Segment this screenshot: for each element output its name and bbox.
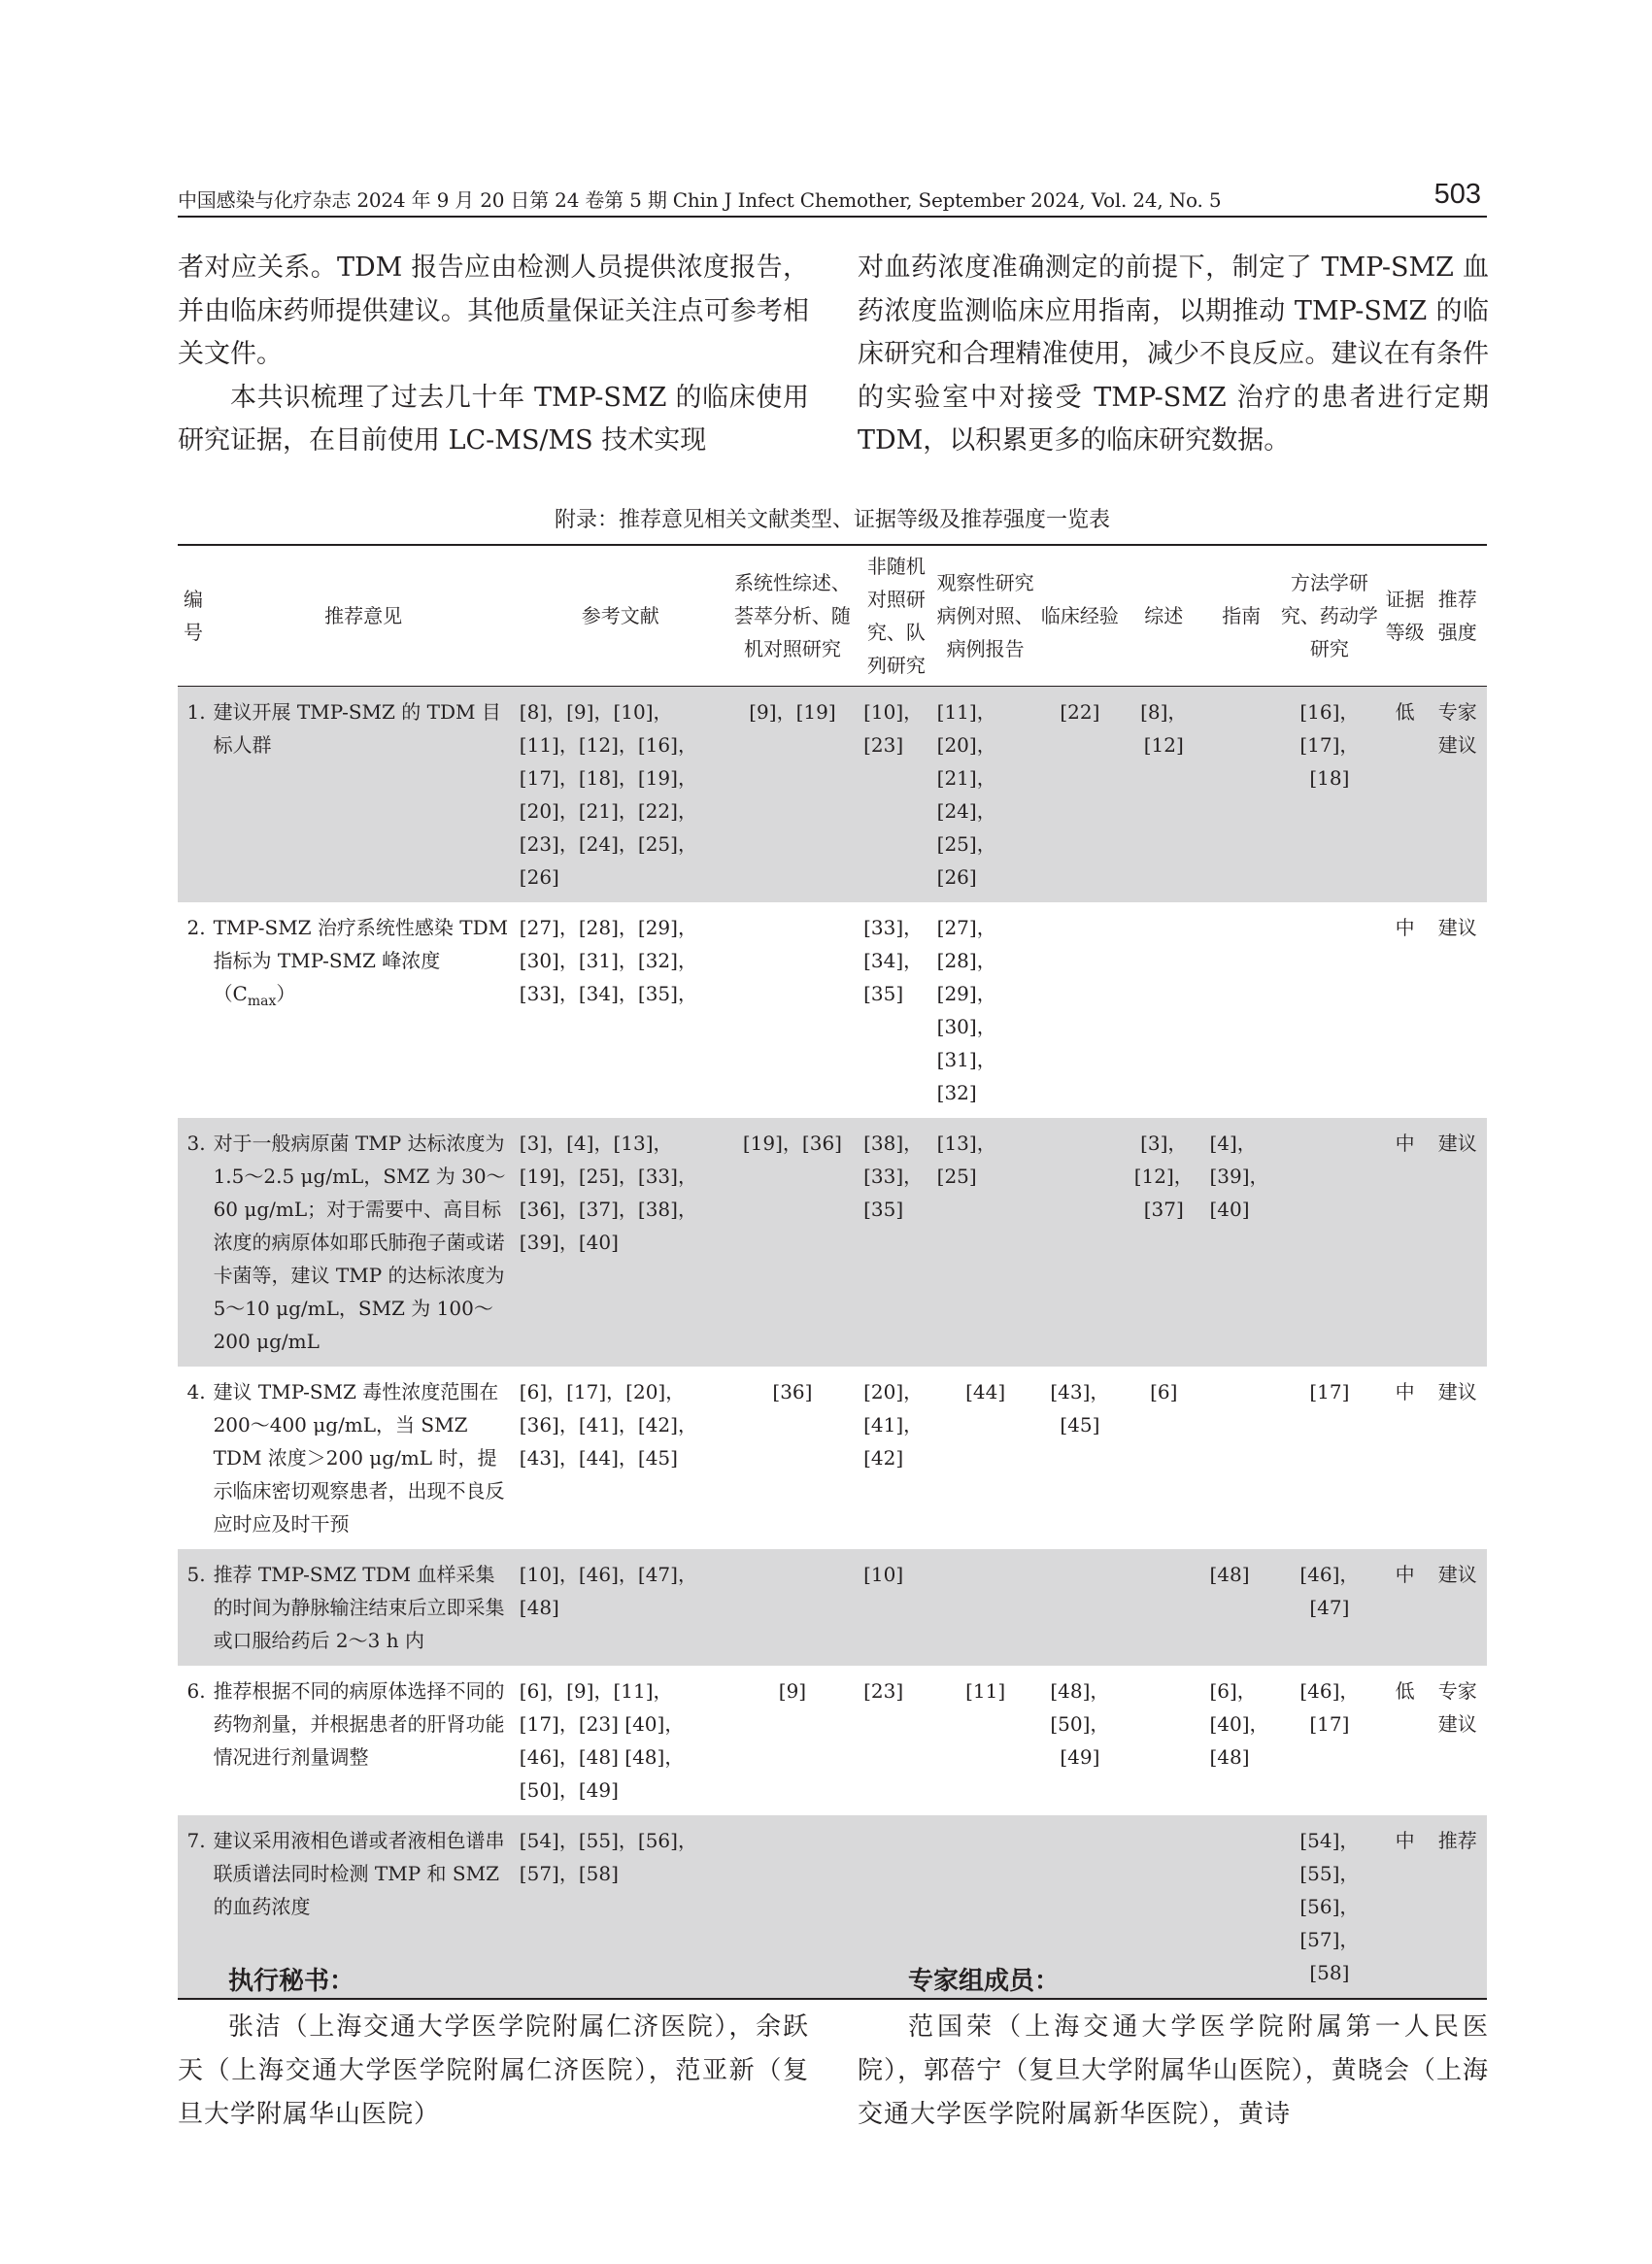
header-review: 综述 [1122, 545, 1205, 687]
rec-tail: ） [276, 982, 296, 1005]
row-sys: [36] [772, 1380, 813, 1403]
row-guide [1205, 687, 1276, 903]
table-row [178, 1367, 1487, 1549]
row-obs: [44] [965, 1380, 1006, 1403]
row-guide [1205, 1367, 1276, 1549]
row-refs: [27]，[28]，[29]，[30]，[31]，[32]，[33]，[34]，[35]， [519, 916, 697, 1005]
table-row [178, 1549, 1487, 1666]
header-methodology: 方法学研究、药动学研究 [1277, 545, 1382, 687]
header-guideline: 指南 [1205, 545, 1276, 687]
row-recommendation [212, 902, 516, 1118]
row-obs [933, 1549, 1038, 1666]
row-review: [6] [1150, 1380, 1178, 1403]
row-sys: [9]，[19] [725, 687, 860, 903]
row-clin: [43]，[45] [1050, 1380, 1110, 1436]
row-method: [46]，[17] [1299, 1679, 1360, 1736]
experts-heading: 专家组成员： [908, 1967, 1061, 1996]
table-caption: 附录：推荐意见相关文献类型、证据等级及推荐强度一览表 [554, 508, 1110, 532]
secretary-heading: 执行秘书： [228, 1967, 355, 1996]
journal-citation: 中国感染与化疗杂志 2024 年 9 月 20 日第 24 卷第 5 期 Chin J Infect Chemother, September 2024, Vol. 24, No. 5 [178, 188, 1222, 212]
row-method [1277, 1118, 1382, 1367]
paragraph: 本共识梳理了过去几十年 TMP-SMZ 的临床使用研究证据，在目前使用 LC-MS/MS 技术实现 [178, 382, 809, 456]
row-recommendation: 建议 TMP-SMZ 毒性浓度范围在 200～400 μg/mL，当 SMZ TDM 浓度＞200 μg/mL 时，提示临床密切观察患者，出现不良反应时应及时干预 [213, 1380, 505, 1536]
row-recommendation: 推荐根据不同的病原体选择不同的药物剂量，并根据患者的肝肾功能情况进行剂量调整 [213, 1679, 505, 1769]
header-strength: 推荐强度 [1428, 545, 1487, 687]
paragraph: 者对应关系。TDM 报告应由检测人员提供浓度报告，并由临床药师提供建议。其他质量保证关注点可参考相关文件。 [178, 253, 809, 369]
row-review: [3]，[12]，[37] [1122, 1118, 1205, 1367]
row-strength: 建议 [1437, 916, 1477, 939]
row-guide: [4]，[39]，[40] [1205, 1118, 1276, 1367]
body-column-right [858, 247, 1489, 463]
page-number: 503 [1433, 179, 1481, 210]
row-method: [17] [1309, 1380, 1350, 1403]
running-header [178, 179, 1487, 218]
body-column-left [178, 247, 809, 463]
row-obs: [27]，[28]，[29]，[30]，[31]，[32] [936, 916, 996, 1104]
row-nonrand: [10] [860, 1549, 933, 1666]
row-guide: [48] [1205, 1549, 1276, 1666]
row-recommendation: 对于一般病原菌 TMP 达标浓度为 1.5～2.5 μg/mL，SMZ 为 30～60 μg/mL；对于需要中、高目标浓度的病原体如耶氏肺孢子菌或诺卡菌等，建议 TMP 的达标浓度为 5～10 μg/mL，SMZ 为 100～200 μg/mL [212, 1118, 516, 1367]
row-sys [725, 1549, 860, 1666]
row-clin [1038, 1549, 1122, 1666]
row-recommendation: 建议采用液相色谱或者液相色谱串联质谱法同时检测 TMP 和 SMZ 的血药浓度 [212, 1815, 516, 1999]
row-nonrand: [20]，[41]，[42] [863, 1380, 924, 1470]
row-strength: 建议 [1428, 1549, 1487, 1666]
table-row [178, 1666, 1487, 1815]
table-header-row [178, 545, 1487, 687]
row-review [1122, 1549, 1205, 1666]
header-nonrandomized: 非随机对照研究、队列研究 [860, 545, 933, 687]
row-no: 5. [178, 1549, 212, 1666]
row-strength: 推荐 [1428, 1815, 1487, 1999]
header-recommendation: 推荐意见 [212, 545, 516, 687]
header-no: 编号 [178, 545, 212, 687]
row-sys [725, 902, 860, 1118]
row-recommendation: 建议开展 TMP-SMZ 的 TDM 目标人群 [212, 687, 516, 903]
row-obs: [11]，[20]，[21]，[24]，[25]，[26] [933, 687, 1038, 903]
row-level: 中 [1395, 916, 1415, 939]
row-level: 低 [1395, 1679, 1415, 1703]
table-row [178, 1118, 1487, 1367]
row-review [1122, 902, 1205, 1118]
row-refs: [10]，[46]，[47]，[48] [516, 1549, 725, 1666]
row-level: 中 [1395, 1380, 1415, 1403]
experts-section [858, 1960, 1489, 2137]
row-method: [54]，[55]，[56]，[57]，[58] [1277, 1815, 1382, 1999]
header-references: 参考文献 [516, 545, 725, 687]
row-strength: 专家建议 [1428, 687, 1487, 903]
row-guide [1205, 902, 1276, 1118]
row-method: [46]，[47] [1277, 1549, 1382, 1666]
rec-subscript: max [247, 994, 277, 1009]
appendix-table [178, 544, 1487, 2000]
row-refs: [54]，[55]，[56]，[57]，[58] [516, 1815, 725, 1999]
row-level: 低 [1382, 687, 1429, 903]
row-clin: [48]，[50]，[49] [1050, 1679, 1110, 1769]
row-strength: 专家建议 [1437, 1679, 1477, 1736]
row-strength: 建议 [1437, 1380, 1477, 1403]
row-refs: [6]，[17]，[20]，[36]，[41]，[42]，[43]，[44]，[45] [519, 1380, 697, 1470]
row-nonrand: [10]，[23] [860, 687, 933, 903]
row-method: [16]，[17]，[18] [1277, 687, 1382, 903]
row-no: 3. [178, 1118, 212, 1367]
header-observational: 观察性研究病例对照、病例报告 [933, 545, 1038, 687]
header-systematic-review: 系统性综述、荟萃分析、随机对照研究 [725, 545, 860, 687]
row-refs: [3]，[4]，[13]，[19]，[25]，[33]，[36]，[37]，[38]，[39]，[40] [516, 1118, 725, 1367]
row-obs: [11] [965, 1679, 1006, 1703]
row-level: 中 [1382, 1815, 1429, 1999]
secretary-text: 张洁（上海交通大学医学院附属仁济医院），余跃天（上海交通大学医学院附属仁济医院），范亚新（复旦大学附属华山医院） [178, 2012, 809, 2129]
row-refs: [6]，[9]，[11]，[17]，[23] [40]，[46]，[48] [48]，[50]，[49] [519, 1679, 685, 1802]
row-obs: [13]，[25] [933, 1118, 1038, 1367]
row-refs: [8]，[9]，[10]，[11]，[12]，[16]，[17]，[18]，[19]，[20]，[21]，[22]，[23]，[24]，[25]，[26] [516, 687, 725, 903]
paragraph: 对血药浓度准确测定的前提下，制定了 TMP-SMZ 血药浓度监测临床应用指南，以期推动 TMP-SMZ 的临床研究和合理精准使用，减少不良反应。建议在有条件的实验室中对接受 TMP-SMZ 治疗的患者进行定期 TDM，以积累更多的临床研究数据。 [858, 253, 1489, 456]
row-no: 2. [186, 916, 206, 939]
row-recommendation: 推荐 TMP-SMZ TDM 血样采集的时间为静脉输注结束后立即采集或口服给药后 2～3 h 内 [212, 1549, 516, 1666]
row-no: 6. [186, 1679, 206, 1703]
secretary-section [178, 1960, 809, 2137]
row-nonrand: [23] [863, 1679, 904, 1703]
header-evidence-level: 证据等级 [1382, 545, 1429, 687]
row-guide: [6]，[40]，[48] [1209, 1679, 1269, 1769]
row-nonrand: [33]，[34]，[35] [863, 916, 924, 1005]
row-no: 4. [186, 1380, 206, 1403]
row-clin: [22] [1038, 687, 1122, 903]
header-clinical-experience: 临床经验 [1038, 545, 1122, 687]
row-sys: [9] [778, 1679, 807, 1703]
row-level: 中 [1382, 1118, 1429, 1367]
row-review: [8]，[12] [1122, 687, 1205, 903]
row-method [1277, 902, 1382, 1118]
rec-text: TMP-SMZ 治疗系统性感染 TDM 指标为 TMP-SMZ 峰浓度（C [213, 916, 509, 1005]
row-level: 中 [1382, 1549, 1429, 1666]
row-sys: [19]，[36] [725, 1118, 860, 1367]
row-clin [1038, 902, 1122, 1118]
row-review [1122, 1666, 1205, 1815]
row-nonrand: [38]，[33]，[35] [860, 1118, 933, 1367]
row-no: 1. [178, 687, 212, 903]
row-no: 7. [178, 1815, 212, 1999]
table-row [178, 687, 1487, 903]
row-strength: 建议 [1428, 1118, 1487, 1367]
experts-text: 范国荣（上海交通大学医学院附属第一人民医院），郭蓓宁（复旦大学附属华山医院），黄晓会（上海交通大学医学院附属新华医院），黄诗 [858, 2012, 1489, 2129]
row-clin [1038, 1118, 1122, 1367]
table-row [178, 902, 1487, 1118]
appendix-table-wrapper [178, 544, 1487, 2000]
